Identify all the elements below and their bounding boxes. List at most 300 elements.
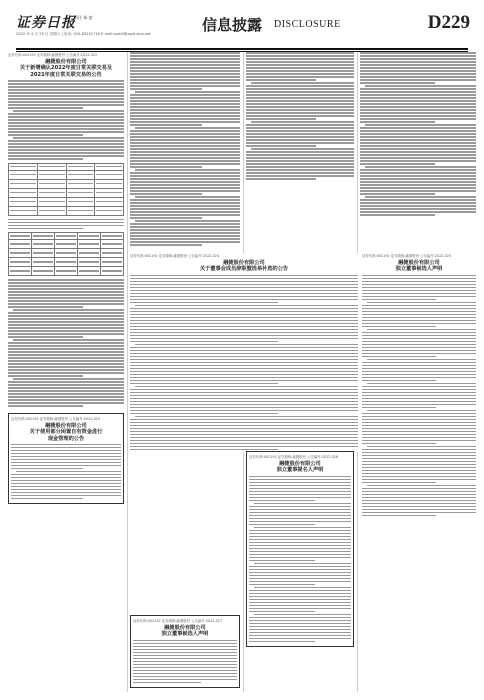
text-line (254, 587, 351, 589)
table-row (9, 206, 124, 215)
text-line (362, 323, 476, 325)
text-line (360, 106, 476, 108)
text-line (11, 498, 83, 500)
text-line (135, 127, 240, 129)
text-line (360, 133, 476, 135)
heading-line: 独立董事候选人声明 (161, 631, 209, 638)
text-line (130, 296, 358, 298)
heading-line: 融捷股份有限公司 (398, 260, 440, 266)
page-number: D229 (427, 12, 470, 33)
heading-line: 关于新增确认2022年度日常关联交易及 (19, 65, 113, 72)
text-line (360, 184, 476, 186)
text-line (130, 232, 240, 234)
text-line (362, 353, 476, 355)
heading-line: 独立董事候选人声明 (395, 266, 443, 273)
table-cell (9, 206, 38, 215)
text-line (360, 208, 476, 210)
text-line (135, 196, 240, 198)
text-line (130, 374, 358, 376)
text-line (249, 632, 351, 634)
text-line (8, 101, 124, 103)
text-line (130, 308, 358, 310)
text-line (130, 410, 358, 412)
text-line (362, 404, 476, 406)
text-line (8, 327, 124, 329)
text-line (8, 390, 124, 392)
section-title: 信息披露 (202, 16, 263, 34)
text-line (362, 449, 476, 451)
text-line (362, 431, 476, 433)
text-line (360, 151, 476, 153)
text-line (246, 172, 354, 174)
text-line (130, 278, 358, 280)
text-line (11, 456, 121, 458)
table-cell (32, 233, 55, 240)
text-line (56, 243, 76, 245)
announcement-box (246, 451, 354, 647)
text-line (56, 235, 76, 237)
text-line (362, 338, 476, 340)
announcement-box (130, 615, 240, 688)
text-line (249, 638, 351, 640)
text-line (8, 315, 124, 317)
text-line (246, 100, 354, 102)
text-line (360, 118, 476, 120)
text-line (8, 336, 83, 338)
text-line (130, 223, 240, 225)
text-line (249, 521, 351, 523)
text-line (130, 187, 240, 189)
text-line (246, 142, 354, 144)
text-line (249, 539, 351, 541)
text-line (246, 94, 354, 96)
text-line (362, 314, 476, 316)
text-line (135, 416, 358, 418)
text-line (8, 89, 124, 91)
announcement-box (362, 253, 476, 518)
text-line (362, 491, 476, 493)
text-line (11, 495, 121, 497)
text-line (246, 130, 354, 132)
table-cell (95, 170, 124, 179)
text-line (8, 318, 124, 320)
text-line (249, 605, 351, 607)
text-line (360, 163, 435, 165)
text-line (362, 350, 476, 352)
text-line (246, 175, 354, 177)
heading-line: 融捷股份有限公司 (279, 461, 321, 467)
text-line (8, 321, 124, 323)
text-line (130, 356, 358, 358)
text-line (10, 261, 30, 263)
text-line (130, 287, 358, 289)
text-line (249, 479, 351, 481)
table-cell (66, 170, 95, 179)
text-line (360, 214, 435, 216)
text-line (360, 79, 476, 81)
announcement-meta: 证券代码:002192 证券简称:融捷股份 公告编号:2022-027 (133, 619, 223, 623)
text-line (68, 166, 94, 168)
table-cell (101, 249, 124, 258)
text-line (8, 113, 124, 115)
text-line (249, 566, 351, 568)
text-line (362, 497, 476, 499)
text-line (362, 284, 476, 286)
text-line (362, 386, 476, 388)
text-line (8, 405, 83, 407)
text-line (135, 344, 358, 346)
text-line (130, 395, 358, 397)
text-line (249, 515, 351, 517)
text-line (130, 317, 358, 319)
text-line (246, 52, 354, 54)
table-cell (9, 163, 38, 170)
text-line (130, 323, 358, 325)
text-line (249, 542, 351, 544)
table-row (9, 267, 124, 276)
text-line (130, 326, 358, 328)
text-line (130, 290, 358, 292)
text-line (362, 287, 476, 289)
announcement-heading (130, 260, 358, 273)
text-line (130, 163, 240, 165)
text-line (133, 646, 237, 648)
text-line (8, 357, 124, 359)
text-line (362, 500, 476, 502)
text-line (246, 70, 354, 72)
text-line (130, 211, 240, 213)
text-line (11, 489, 121, 491)
text-line (11, 444, 121, 446)
text-line (79, 270, 99, 272)
text-line (102, 270, 122, 272)
text-line (130, 61, 240, 63)
announcement-heading (8, 59, 124, 78)
text-line (133, 640, 237, 642)
text-line (135, 305, 358, 307)
text-line (360, 109, 476, 111)
text-line (249, 512, 351, 514)
text-line (133, 679, 237, 681)
table-cell (101, 258, 124, 267)
text-line (96, 201, 122, 203)
text-line (362, 275, 476, 277)
text-line (360, 193, 435, 195)
text-line (130, 428, 358, 430)
text-line (362, 299, 436, 301)
text-line (365, 196, 476, 198)
text-line (249, 596, 351, 598)
text-line (360, 82, 435, 84)
text-line (360, 100, 476, 102)
table-cell (32, 267, 55, 276)
text-line (246, 133, 354, 135)
text-line (130, 226, 240, 228)
text-line (8, 294, 124, 296)
text-line (362, 356, 436, 358)
table-cell (37, 179, 66, 188)
text-line (130, 244, 202, 246)
text-line (130, 329, 358, 331)
text-line (130, 103, 240, 105)
text-line (8, 131, 124, 133)
text-line (130, 383, 278, 385)
text-line (8, 225, 124, 227)
table-cell (9, 258, 32, 267)
text-line (249, 476, 351, 478)
table-cell (55, 249, 78, 258)
table-cell (9, 170, 38, 179)
text-line (360, 67, 476, 69)
table-cell (78, 267, 101, 276)
announcement-meta: 证券代码:002192 证券简称:融捷股份 公告编号:2022-025 (362, 254, 452, 258)
table-cell (66, 206, 95, 215)
text-line (362, 344, 476, 346)
text-line (133, 673, 237, 675)
text-line (249, 497, 351, 499)
table-cell (9, 249, 32, 258)
text-line (362, 311, 476, 313)
text-line (360, 115, 476, 117)
text-line (362, 443, 436, 445)
text-line (130, 377, 358, 379)
body-text (8, 219, 124, 230)
text-line (133, 652, 237, 654)
text-line (360, 181, 476, 183)
text-line (8, 288, 124, 290)
text-line (8, 384, 124, 386)
masthead (8, 12, 476, 48)
text-line (79, 261, 99, 263)
text-line (8, 95, 124, 97)
table-row (9, 163, 124, 170)
text-line (8, 222, 124, 224)
text-line (246, 178, 316, 180)
announcement-meta: 证券代码:002192 证券简称:融捷股份 公告编号:2022-023 (11, 416, 101, 421)
text-line (8, 107, 83, 109)
text-line (13, 110, 124, 112)
text-line (130, 64, 240, 66)
text-line (246, 88, 354, 90)
text-line (130, 121, 240, 123)
text-line (360, 52, 476, 54)
text-line (362, 278, 476, 280)
text-line (362, 419, 476, 421)
text-line (130, 172, 240, 174)
text-line (130, 175, 240, 177)
text-line (246, 118, 316, 120)
text-line (360, 154, 476, 156)
text-line (362, 458, 476, 460)
text-line (8, 375, 83, 377)
section-subtitle: DISCLOSURE (274, 19, 341, 30)
table-cell (101, 267, 124, 276)
text-line (362, 332, 476, 334)
text-line (39, 201, 65, 203)
text-line (8, 297, 124, 299)
text-line (246, 145, 316, 147)
text-line (135, 169, 240, 171)
heading-line: 融捷股份有限公司 (223, 260, 265, 266)
text-line (130, 151, 240, 153)
text-line (362, 317, 476, 319)
announcement-heading (249, 461, 351, 474)
text-line (362, 422, 476, 424)
text-line (10, 210, 36, 212)
text-line (249, 524, 315, 526)
text-line (362, 440, 476, 442)
text-line (133, 667, 237, 669)
text-line (130, 214, 240, 216)
text-line (130, 404, 358, 406)
text-line (130, 157, 240, 159)
text-line (246, 106, 354, 108)
table-cell (32, 249, 55, 258)
text-line (249, 572, 351, 574)
text-line (246, 73, 354, 75)
text-line (130, 362, 358, 364)
text-line (362, 374, 476, 376)
table-cell (101, 233, 124, 240)
text-line (249, 575, 351, 577)
text-line (8, 345, 124, 347)
text-line (11, 462, 121, 464)
text-line (249, 545, 351, 547)
text-line (8, 155, 124, 157)
text-line (254, 614, 351, 616)
heading-line: 关于使用部分闲置自有资金进行 (29, 429, 103, 436)
text-line (8, 83, 124, 85)
column-3 (246, 52, 354, 181)
text-line (130, 112, 240, 114)
table-cell (95, 179, 124, 188)
text-line (249, 620, 351, 622)
text-line (130, 202, 240, 204)
text-line (10, 166, 36, 168)
text-line (68, 174, 94, 176)
text-line (130, 97, 240, 99)
text-line (246, 157, 354, 159)
table-cell (32, 240, 55, 249)
text-line (249, 518, 351, 520)
table-cell (9, 267, 32, 276)
text-line (11, 453, 121, 455)
heading-line: 融捷股份有限公司 (45, 422, 87, 429)
text-line (249, 629, 351, 631)
text-line (360, 73, 476, 75)
text-line (362, 437, 476, 439)
text-line (8, 372, 124, 374)
text-line (130, 299, 358, 301)
text-line (33, 270, 53, 272)
text-line (130, 389, 358, 391)
text-line (130, 205, 240, 207)
text-line (254, 527, 351, 529)
text-line (68, 183, 94, 185)
text-line (11, 477, 121, 479)
text-line (33, 261, 53, 263)
text-line (13, 137, 124, 139)
text-line (246, 103, 354, 105)
text-line (249, 488, 351, 490)
text-line (362, 416, 476, 418)
table-cell (95, 163, 124, 170)
text-line (362, 479, 476, 481)
text-line (8, 128, 124, 130)
text-line (360, 97, 476, 99)
text-line (249, 485, 351, 487)
text-line (246, 136, 354, 138)
text-line (130, 100, 240, 102)
text-line (130, 229, 240, 231)
text-line (360, 178, 476, 180)
text-line (8, 369, 124, 371)
text-line (102, 235, 122, 237)
text-line (39, 183, 65, 185)
text-line (130, 208, 240, 210)
table-row (9, 188, 124, 197)
text-line (133, 643, 237, 645)
text-line (11, 447, 121, 449)
text-line (130, 109, 240, 111)
text-line (96, 166, 122, 168)
text-line (130, 401, 358, 403)
text-line (13, 339, 124, 341)
text-line (133, 655, 237, 657)
text-line (133, 664, 237, 666)
text-line (8, 402, 124, 404)
table-row (9, 249, 124, 258)
text-line (360, 91, 476, 93)
text-line (8, 399, 124, 401)
announcement-meta: 证券代码:002192 证券简称:融捷股份 公告编号:2022-024 (130, 254, 220, 258)
text-line (246, 67, 354, 69)
text-line (362, 347, 476, 349)
text-line (8, 300, 124, 302)
text-line (130, 160, 240, 162)
text-line (360, 127, 476, 129)
text-line (362, 515, 436, 517)
text-line (130, 338, 358, 340)
text-line (8, 381, 124, 383)
column-4 (360, 52, 476, 217)
text-line (79, 243, 99, 245)
text-line (8, 152, 124, 154)
text-line (8, 80, 124, 82)
text-line (8, 291, 124, 293)
announcement-heading (362, 260, 476, 273)
text-line (13, 309, 124, 311)
text-line (130, 284, 358, 286)
text-line (8, 149, 124, 151)
text-line (130, 115, 240, 117)
text-line (249, 560, 315, 562)
text-line (360, 205, 476, 207)
table-row (9, 179, 124, 188)
text-line (130, 446, 358, 448)
column-2 (130, 52, 240, 247)
text-line (102, 243, 122, 245)
announcement-heading (11, 423, 121, 442)
text-line (130, 124, 202, 126)
text-line (8, 351, 124, 353)
text-line (360, 175, 476, 177)
text-line (39, 210, 65, 212)
text-line (360, 139, 476, 141)
text-line (249, 482, 351, 484)
transaction-table (8, 163, 124, 216)
text-line (8, 387, 124, 389)
